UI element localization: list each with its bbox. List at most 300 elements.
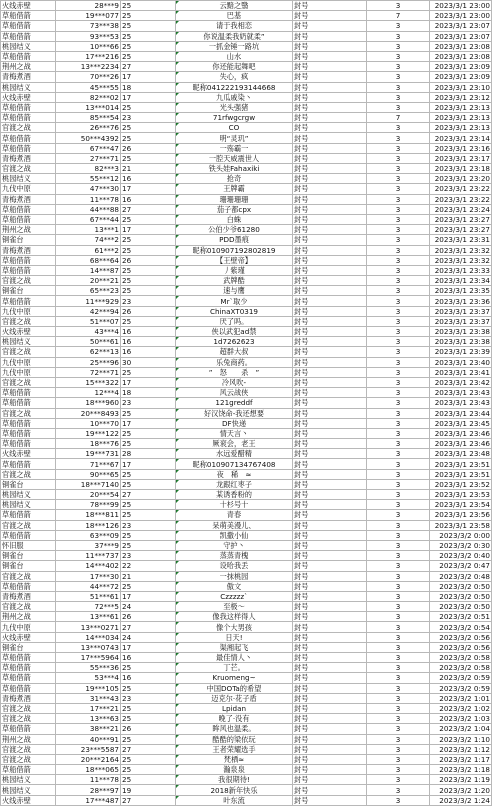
time-cell[interactable]: 2023/3/1 23:34 xyxy=(430,276,492,286)
level-cell[interactable]: 23 xyxy=(121,693,176,703)
count-cell[interactable]: 3 xyxy=(367,347,430,357)
server-cell[interactable]: 官渡之战 xyxy=(1,164,56,174)
time-cell[interactable]: 2023/3/1 23:24 xyxy=(430,204,492,214)
count-cell[interactable]: 3 xyxy=(367,734,430,744)
time-cell[interactable]: 2023/3/2 0:50 xyxy=(430,581,492,591)
time-cell[interactable]: 2023/3/2 1:02 xyxy=(430,703,492,713)
account-cell[interactable]: 14***402 xyxy=(56,561,121,571)
status-cell[interactable]: 封号 xyxy=(293,693,367,703)
time-cell[interactable]: 2023/3/1 23:54 xyxy=(430,500,492,510)
time-cell[interactable]: 2023/3/1 23:16 xyxy=(430,143,492,153)
server-cell[interactable]: 铜雀台 xyxy=(1,479,56,489)
level-cell[interactable]: 25 xyxy=(121,286,176,296)
account-cell[interactable]: 43***4 xyxy=(56,327,121,337)
server-cell[interactable]: 草船借箭 xyxy=(1,459,56,469)
level-cell[interactable]: 25 xyxy=(121,265,176,275)
account-cell[interactable]: 27***71 xyxy=(56,153,121,163)
time-cell[interactable]: 2023/3/2 0:50 xyxy=(430,591,492,601)
time-cell[interactable]: 2023/3/2 0:00 xyxy=(430,530,492,540)
time-cell[interactable]: 2023/3/1 23:43 xyxy=(430,388,492,398)
account-cell[interactable]: 13***61 xyxy=(56,612,121,622)
server-cell[interactable]: 火线赤壁 xyxy=(1,795,56,805)
account-cell[interactable]: 28***97 xyxy=(56,785,121,795)
account-cell[interactable]: 40***91 xyxy=(56,734,121,744)
time-cell[interactable]: 2023/3/2 1:17 xyxy=(430,754,492,764)
time-cell[interactable]: 2023/3/1 23:07 xyxy=(430,31,492,41)
nickname-cell[interactable]: 冷风吹- xyxy=(176,377,293,387)
account-cell[interactable]: 67***47 xyxy=(56,143,121,153)
time-cell[interactable]: 2023/3/1 23:09 xyxy=(430,62,492,72)
level-cell[interactable]: 25 xyxy=(121,31,176,41)
server-cell[interactable]: 草船借箭 xyxy=(1,724,56,734)
nickname-cell[interactable]: 像个大男孩 xyxy=(176,622,293,632)
level-cell[interactable]: 25 xyxy=(121,1,176,11)
time-cell[interactable]: 2023/3/1 23:33 xyxy=(430,265,492,275)
server-cell[interactable]: 桃园结义 xyxy=(1,337,56,347)
nickname-cell[interactable]: 白蛛 xyxy=(176,214,293,224)
time-cell[interactable]: 2023/3/1 23:48 xyxy=(430,449,492,459)
nickname-cell[interactable]: 凯撒小仙 xyxy=(176,530,293,540)
status-cell[interactable]: 封号 xyxy=(293,612,367,622)
nickname-cell[interactable]: 梵栖≈ xyxy=(176,754,293,764)
status-cell[interactable]: 封号 xyxy=(293,174,367,184)
count-cell[interactable]: 3 xyxy=(367,765,430,775)
status-cell[interactable]: 封号 xyxy=(293,164,367,174)
time-cell[interactable]: 2023/3/1 23:20 xyxy=(430,174,492,184)
status-cell[interactable]: 封号 xyxy=(293,377,367,387)
time-cell[interactable]: 2023/3/1 23:00 xyxy=(430,1,492,11)
nickname-cell[interactable]: Lpidan xyxy=(176,703,293,713)
level-cell[interactable]: 25 xyxy=(121,133,176,143)
count-cell[interactable]: 3 xyxy=(367,693,430,703)
time-cell[interactable]: 2023/3/1 23:44 xyxy=(430,408,492,418)
time-cell[interactable]: 2023/3/2 0:59 xyxy=(430,673,492,683)
count-cell[interactable]: 3 xyxy=(367,551,430,561)
count-cell[interactable]: 3 xyxy=(367,357,430,367)
account-cell[interactable]: 17***30 xyxy=(56,571,121,581)
status-cell[interactable]: 封号 xyxy=(293,133,367,143)
count-cell[interactable]: 3 xyxy=(367,632,430,642)
level-cell[interactable]: 25 xyxy=(121,428,176,438)
time-cell[interactable]: 2023/3/1 23:27 xyxy=(430,214,492,224)
account-cell[interactable]: 31***43 xyxy=(56,693,121,703)
count-cell[interactable]: 3 xyxy=(367,683,430,693)
count-cell[interactable]: 3 xyxy=(367,775,430,785)
server-cell[interactable]: 草船借箭 xyxy=(1,113,56,123)
count-cell[interactable]: 3 xyxy=(367,265,430,275)
level-cell[interactable]: 24 xyxy=(121,602,176,612)
count-cell[interactable]: 3 xyxy=(367,337,430,347)
server-cell[interactable]: 荆州之战 xyxy=(1,62,56,72)
count-cell[interactable]: 3 xyxy=(367,418,430,428)
account-cell[interactable]: 44***88 xyxy=(56,204,121,214)
time-cell[interactable]: 2023/3/2 0:48 xyxy=(430,571,492,581)
nickname-cell[interactable]: 情天言丶 xyxy=(176,428,293,438)
status-cell[interactable]: 封号 xyxy=(293,31,367,41)
status-cell[interactable]: 封号 xyxy=(293,306,367,316)
count-cell[interactable]: 3 xyxy=(367,520,430,530)
account-cell[interactable]: 50***61 xyxy=(56,337,121,347)
account-cell[interactable]: 19***105 xyxy=(56,683,121,693)
level-cell[interactable]: 17 xyxy=(121,92,176,102)
server-cell[interactable]: 火线赤壁 xyxy=(1,92,56,102)
level-cell[interactable]: 25 xyxy=(121,51,176,61)
account-cell[interactable]: 55***12 xyxy=(56,174,121,184)
account-cell[interactable]: 62***13 xyxy=(56,347,121,357)
nickname-cell[interactable]: 青春 xyxy=(176,510,293,520)
status-cell[interactable]: 封号 xyxy=(293,21,367,31)
count-cell[interactable]: 3 xyxy=(367,490,430,500)
count-cell[interactable]: 3 xyxy=(367,785,430,795)
count-cell[interactable]: 3 xyxy=(367,428,430,438)
nickname-cell[interactable]: 日天! xyxy=(176,632,293,642)
server-cell[interactable]: 荆州之战 xyxy=(1,225,56,235)
time-cell[interactable]: 2023/3/1 23:53 xyxy=(430,490,492,500)
status-cell[interactable]: 封号 xyxy=(293,204,367,214)
nickname-cell[interactable]: 蒸蒸青槐 xyxy=(176,551,293,561)
status-cell[interactable]: 封号 xyxy=(293,296,367,306)
count-cell[interactable]: 3 xyxy=(367,143,430,153)
time-cell[interactable]: 2023/3/1 23:08 xyxy=(430,51,492,61)
server-cell[interactable]: 铜雀台 xyxy=(1,235,56,245)
account-cell[interactable]: 82***02 xyxy=(56,92,121,102)
count-cell[interactable]: 3 xyxy=(367,245,430,255)
level-cell[interactable]: 25 xyxy=(121,734,176,744)
status-cell[interactable]: 封号 xyxy=(293,51,367,61)
nickname-cell[interactable]: 一抹桃园 xyxy=(176,571,293,581)
nickname-cell[interactable]: DF快递 xyxy=(176,418,293,428)
time-cell[interactable]: 2023/3/2 1:19 xyxy=(430,775,492,785)
status-cell[interactable]: 封号 xyxy=(293,62,367,72)
status-cell[interactable]: 封号 xyxy=(293,785,367,795)
time-cell[interactable]: 2023/3/1 23:18 xyxy=(430,164,492,174)
time-cell[interactable]: 2023/3/1 23:12 xyxy=(430,92,492,102)
account-cell[interactable]: 17***21 xyxy=(56,703,121,713)
status-cell[interactable]: 封号 xyxy=(293,245,367,255)
status-cell[interactable]: 封号 xyxy=(293,276,367,286)
status-cell[interactable]: 封号 xyxy=(293,439,367,449)
server-cell[interactable]: 火线赤壁 xyxy=(1,449,56,459)
nickname-cell[interactable]: 公伯少爷61280 xyxy=(176,225,293,235)
account-cell[interactable]: 17***5964 xyxy=(56,653,121,663)
level-cell[interactable]: 25 xyxy=(121,276,176,286)
count-cell[interactable]: 3 xyxy=(367,194,430,204)
server-cell[interactable]: 草船借箭 xyxy=(1,51,56,61)
nickname-cell[interactable]: 一殇霸一 xyxy=(176,143,293,153)
server-cell[interactable]: 官渡之战 xyxy=(1,602,56,612)
level-cell[interactable]: 26 xyxy=(121,143,176,153)
server-cell[interactable]: 桃园结义 xyxy=(1,41,56,51)
server-cell[interactable]: 铜雀台 xyxy=(1,642,56,652)
account-cell[interactable]: 20***2164 xyxy=(56,754,121,764)
level-cell[interactable]: 25 xyxy=(121,765,176,775)
count-cell[interactable]: 3 xyxy=(367,714,430,724)
time-cell[interactable]: 2023/3/2 0:56 xyxy=(430,642,492,652)
server-cell[interactable]: 草船借箭 xyxy=(1,21,56,31)
server-cell[interactable]: 官渡之战 xyxy=(1,469,56,479)
server-cell[interactable]: 荆州之战 xyxy=(1,734,56,744)
status-cell[interactable]: 封号 xyxy=(293,632,367,642)
level-cell[interactable]: 27 xyxy=(121,744,176,754)
time-cell[interactable]: 2023/3/2 1:18 xyxy=(430,765,492,775)
count-cell[interactable]: 3 xyxy=(367,663,430,673)
time-cell[interactable]: 2023/3/1 23:40 xyxy=(430,357,492,367)
account-cell[interactable]: 72***71 xyxy=(56,367,121,377)
status-cell[interactable]: 封号 xyxy=(293,642,367,652)
server-cell[interactable]: 草船借箭 xyxy=(1,581,56,591)
nickname-cell[interactable]: 最佳情人丶 xyxy=(176,653,293,663)
account-cell[interactable]: 61***2 xyxy=(56,245,121,255)
time-cell[interactable]: 2023/3/2 1:01 xyxy=(430,693,492,703)
status-cell[interactable]: 封号 xyxy=(293,673,367,683)
account-cell[interactable]: 28***9 xyxy=(56,1,121,11)
level-cell[interactable]: 26 xyxy=(121,255,176,265)
level-cell[interactable]: 16 xyxy=(121,194,176,204)
time-cell[interactable]: 2023/3/1 23:38 xyxy=(430,337,492,347)
level-cell[interactable]: 23 xyxy=(121,520,176,530)
time-cell[interactable]: 2023/3/2 0:58 xyxy=(430,663,492,673)
level-cell[interactable]: 16 xyxy=(121,337,176,347)
nickname-cell[interactable]: ” 怒 杀 ” xyxy=(176,367,293,377)
server-cell[interactable]: 官渡之战 xyxy=(1,703,56,713)
status-cell[interactable]: 封号 xyxy=(293,255,367,265)
count-cell[interactable]: 3 xyxy=(367,602,430,612)
status-cell[interactable]: 封号 xyxy=(293,540,367,550)
count-cell[interactable]: 3 xyxy=(367,388,430,398)
server-cell[interactable]: 草船借箭 xyxy=(1,31,56,41)
nickname-cell[interactable]: 侠以武犯ad禁 xyxy=(176,327,293,337)
level-cell[interactable]: 27 xyxy=(121,795,176,805)
account-cell[interactable]: 44***72 xyxy=(56,581,121,591)
time-cell[interactable]: 2023/3/2 1:24 xyxy=(430,795,492,805)
nickname-cell[interactable]: 至极～ xyxy=(176,602,293,612)
level-cell[interactable]: 27 xyxy=(121,490,176,500)
status-cell[interactable]: 封号 xyxy=(293,82,367,92)
time-cell[interactable]: 2023/3/1 23:22 xyxy=(430,194,492,204)
count-cell[interactable]: 3 xyxy=(367,469,430,479)
server-cell[interactable]: 草船借箭 xyxy=(1,765,56,775)
server-cell[interactable]: 九伐中原 xyxy=(1,184,56,194)
status-cell[interactable]: 封号 xyxy=(293,581,367,591)
level-cell[interactable]: 30 xyxy=(121,357,176,367)
status-cell[interactable]: 封号 xyxy=(293,418,367,428)
server-cell[interactable]: 草船借箭 xyxy=(1,102,56,112)
account-cell[interactable]: 67***44 xyxy=(56,214,121,224)
server-cell[interactable]: 九伐中原 xyxy=(1,357,56,367)
server-cell[interactable]: 草船借箭 xyxy=(1,398,56,408)
server-cell[interactable]: 草船借箭 xyxy=(1,663,56,673)
nickname-cell[interactable]: 铁头娃Fahaxiki xyxy=(176,164,293,174)
account-cell[interactable]: 78***99 xyxy=(56,500,121,510)
account-cell[interactable]: 37***9 xyxy=(56,540,121,550)
status-cell[interactable]: 封号 xyxy=(293,479,367,489)
nickname-cell[interactable]: 你还能起舞吧 xyxy=(176,62,293,72)
time-cell[interactable]: 2023/3/1 23:56 xyxy=(430,510,492,520)
time-cell[interactable]: 2023/3/1 23:08 xyxy=(430,41,492,51)
level-cell[interactable]: 25 xyxy=(121,11,176,21)
account-cell[interactable]: 13***1 xyxy=(56,225,121,235)
time-cell[interactable]: 2023/3/1 23:09 xyxy=(430,72,492,82)
status-cell[interactable]: 封号 xyxy=(293,449,367,459)
time-cell[interactable]: 2023/3/1 23:31 xyxy=(430,235,492,245)
server-cell[interactable]: 官渡之战 xyxy=(1,714,56,724)
count-cell[interactable]: 3 xyxy=(367,724,430,734)
count-cell[interactable]: 3 xyxy=(367,164,430,174)
level-cell[interactable]: 17 xyxy=(121,225,176,235)
count-cell[interactable]: 3 xyxy=(367,673,430,683)
status-cell[interactable]: 封号 xyxy=(293,153,367,163)
account-cell[interactable]: 19***122 xyxy=(56,428,121,438)
server-cell[interactable]: 火线赤壁 xyxy=(1,1,56,11)
account-cell[interactable]: 20***54 xyxy=(56,490,121,500)
time-cell[interactable]: 2023/3/1 23:37 xyxy=(430,316,492,326)
count-cell[interactable]: 3 xyxy=(367,92,430,102)
account-cell[interactable]: 53***4 xyxy=(56,673,121,683)
count-cell[interactable]: 3 xyxy=(367,459,430,469)
status-cell[interactable]: 封号 xyxy=(293,428,367,438)
nickname-cell[interactable]: 武牌酷 xyxy=(176,276,293,286)
nickname-cell[interactable]: 121greddf xyxy=(176,398,293,408)
count-cell[interactable]: 3 xyxy=(367,653,430,663)
count-cell[interactable]: 3 xyxy=(367,296,430,306)
status-cell[interactable]: 封号 xyxy=(293,551,367,561)
status-cell[interactable]: 封号 xyxy=(293,143,367,153)
time-cell[interactable]: 2023/3/2 0:30 xyxy=(430,540,492,550)
status-cell[interactable]: 封号 xyxy=(293,398,367,408)
server-cell[interactable]: 草船借箭 xyxy=(1,510,56,520)
nickname-cell[interactable]: 丁芒。 xyxy=(176,663,293,673)
level-cell[interactable]: 23 xyxy=(121,398,176,408)
count-cell[interactable]: 3 xyxy=(367,204,430,214)
nickname-cell[interactable]: 请于我相恋 xyxy=(176,21,293,31)
count-cell[interactable]: 7 xyxy=(367,113,430,123)
time-cell[interactable]: 2023/3/1 23:00 xyxy=(430,11,492,21)
level-cell[interactable]: 23 xyxy=(121,296,176,306)
status-cell[interactable]: 封号 xyxy=(293,286,367,296)
account-cell[interactable]: 85***54 xyxy=(56,113,121,123)
level-cell[interactable]: 25 xyxy=(121,714,176,724)
account-cell[interactable]: 47***30 xyxy=(56,184,121,194)
count-cell[interactable]: 3 xyxy=(367,540,430,550)
account-cell[interactable]: 19***077 xyxy=(56,11,121,21)
count-cell[interactable]: 3 xyxy=(367,754,430,764)
server-cell[interactable]: 草船借箭 xyxy=(1,133,56,143)
nickname-cell[interactable]: Czzzzz` xyxy=(176,591,293,601)
status-cell[interactable]: 封号 xyxy=(293,225,367,235)
count-cell[interactable]: 3 xyxy=(367,571,430,581)
time-cell[interactable]: 2023/3/1 23:10 xyxy=(430,82,492,92)
time-cell[interactable]: 2023/3/2 0:40 xyxy=(430,551,492,561)
status-cell[interactable]: 封号 xyxy=(293,11,367,21)
nickname-cell[interactable]: 一腔天威震世人 xyxy=(176,153,293,163)
server-cell[interactable]: 草船借箭 xyxy=(1,296,56,306)
level-cell[interactable]: 16 xyxy=(121,347,176,357)
count-cell[interactable]: 3 xyxy=(367,327,430,337)
level-cell[interactable]: 17 xyxy=(121,72,176,82)
nickname-cell[interactable]: 呆萌美漫儿、 xyxy=(176,520,293,530)
level-cell[interactable]: 16 xyxy=(121,653,176,663)
server-cell[interactable]: 桃园结义 xyxy=(1,490,56,500)
nickname-cell[interactable]: 叶东流 xyxy=(176,795,293,805)
count-cell[interactable]: 3 xyxy=(367,703,430,713)
server-cell[interactable]: 青梅煮酒 xyxy=(1,72,56,82)
count-cell[interactable]: 3 xyxy=(367,153,430,163)
level-cell[interactable]: 23 xyxy=(121,113,176,123)
level-cell[interactable]: 26 xyxy=(121,306,176,316)
nickname-cell[interactable]: 乐兔商药。 xyxy=(176,357,293,367)
count-cell[interactable]: 3 xyxy=(367,184,430,194)
level-cell[interactable]: 25 xyxy=(121,540,176,550)
server-cell[interactable]: 官渡之战 xyxy=(1,520,56,530)
time-cell[interactable]: 2023/3/1 23:46 xyxy=(430,428,492,438)
time-cell[interactable]: 2023/3/2 0:51 xyxy=(430,612,492,622)
account-cell[interactable]: 18***065 xyxy=(56,765,121,775)
level-cell[interactable]: 21 xyxy=(121,571,176,581)
server-cell[interactable]: 九伐中原 xyxy=(1,622,56,632)
level-cell[interactable]: 25 xyxy=(121,245,176,255)
count-cell[interactable]: 3 xyxy=(367,581,430,591)
count-cell[interactable]: 3 xyxy=(367,133,430,143)
level-cell[interactable]: 17 xyxy=(121,459,176,469)
account-cell[interactable]: 20***21 xyxy=(56,276,121,286)
level-cell[interactable]: 16 xyxy=(121,673,176,683)
nickname-cell[interactable]: 眸风也温柔。 xyxy=(176,724,293,734)
nickname-cell[interactable]: 茄子都cpx xyxy=(176,204,293,214)
account-cell[interactable]: 13***014 xyxy=(56,102,121,112)
server-cell[interactable]: 火线赤壁 xyxy=(1,632,56,642)
level-cell[interactable]: 25 xyxy=(121,663,176,673)
account-cell[interactable]: 13***2234 xyxy=(56,62,121,72)
time-cell[interactable]: 2023/3/1 23:51 xyxy=(430,469,492,479)
server-cell[interactable]: 铜雀台 xyxy=(1,286,56,296)
level-cell[interactable]: 27 xyxy=(121,204,176,214)
status-cell[interactable]: 封号 xyxy=(293,754,367,764)
level-cell[interactable]: 24 xyxy=(121,632,176,642)
status-cell[interactable]: 封号 xyxy=(293,683,367,693)
status-cell[interactable]: 封号 xyxy=(293,622,367,632)
time-cell[interactable]: 2023/3/1 23:27 xyxy=(430,225,492,235)
count-cell[interactable]: 3 xyxy=(367,276,430,286)
count-cell[interactable]: 3 xyxy=(367,316,430,326)
time-cell[interactable]: 2023/3/1 23:14 xyxy=(430,133,492,143)
level-cell[interactable]: 27 xyxy=(121,62,176,72)
nickname-cell[interactable]: 厥衮会，老王 xyxy=(176,439,293,449)
nickname-cell[interactable]: 晚了·没有 xyxy=(176,714,293,724)
level-cell[interactable]: 23 xyxy=(121,551,176,561)
status-cell[interactable]: 封号 xyxy=(293,734,367,744)
nickname-cell[interactable]: 某诱香粉的 xyxy=(176,490,293,500)
nickname-cell[interactable]: 昵称010907134767408 xyxy=(176,459,293,469)
count-cell[interactable]: 3 xyxy=(367,235,430,245)
account-cell[interactable]: 82***3 xyxy=(56,164,121,174)
level-cell[interactable]: 25 xyxy=(121,581,176,591)
server-cell[interactable]: 怀旧服 xyxy=(1,540,56,550)
count-cell[interactable]: 7 xyxy=(367,11,430,21)
time-cell[interactable]: 2023/3/2 0:58 xyxy=(430,653,492,663)
time-cell[interactable]: 2023/3/2 0:47 xyxy=(430,561,492,571)
account-cell[interactable]: 70***26 xyxy=(56,72,121,82)
level-cell[interactable]: 17 xyxy=(121,591,176,601)
count-cell[interactable]: 3 xyxy=(367,449,430,459)
status-cell[interactable]: 封号 xyxy=(293,591,367,601)
status-cell[interactable]: 封号 xyxy=(293,347,367,357)
level-cell[interactable]: 25 xyxy=(121,683,176,693)
count-cell[interactable]: 3 xyxy=(367,622,430,632)
nickname-cell[interactable]: 2018新年快乐 xyxy=(176,785,293,795)
count-cell[interactable]: 3 xyxy=(367,123,430,133)
nickname-cell[interactable]: 山水 xyxy=(176,51,293,61)
time-cell[interactable]: 2023/3/1 23:36 xyxy=(430,296,492,306)
